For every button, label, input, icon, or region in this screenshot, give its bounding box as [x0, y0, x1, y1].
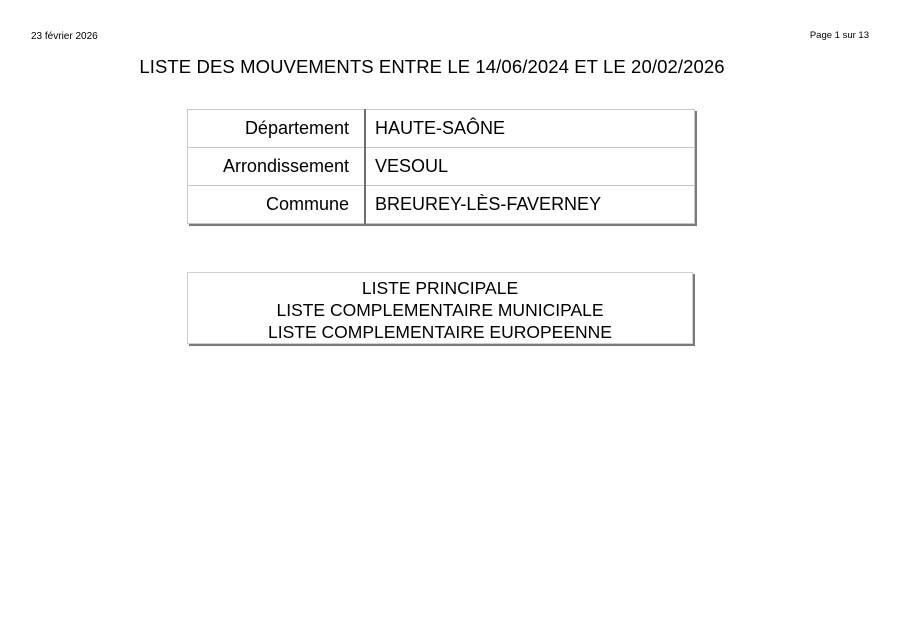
arrondissement-label: Arrondissement	[188, 148, 366, 186]
list-item-complementaire-municipale: LISTE COMPLEMENTAIRE MUNICIPALE	[276, 300, 604, 320]
location-info-table	[187, 109, 695, 224]
page-number: Page 1 sur 13	[809, 30, 869, 41]
departement-value: HAUTE-SAÔNE	[365, 110, 695, 148]
table-row-arrondissement	[188, 148, 695, 186]
commune-label: Commune	[188, 186, 366, 224]
commune-value: BREUREY-LÈS-FAVERNEY	[365, 186, 695, 224]
arrondissement-value: VESOUL	[365, 148, 695, 186]
table-row-departement	[188, 110, 695, 148]
table-row-commune	[188, 186, 695, 224]
departement-label: Département	[188, 110, 366, 148]
document-date: 23 février 2026	[31, 31, 98, 42]
list-item-complementaire-europeenne: LISTE COMPLEMENTAIRE EUROPEENNE	[268, 322, 612, 342]
list-item-principale: LISTE PRINCIPALE	[361, 278, 519, 298]
list-types-box	[187, 272, 693, 344]
page-title: LISTE DES MOUVEMENTS ENTRE LE 14/06/2024 ET LE 20/02/2026	[139, 56, 725, 77]
